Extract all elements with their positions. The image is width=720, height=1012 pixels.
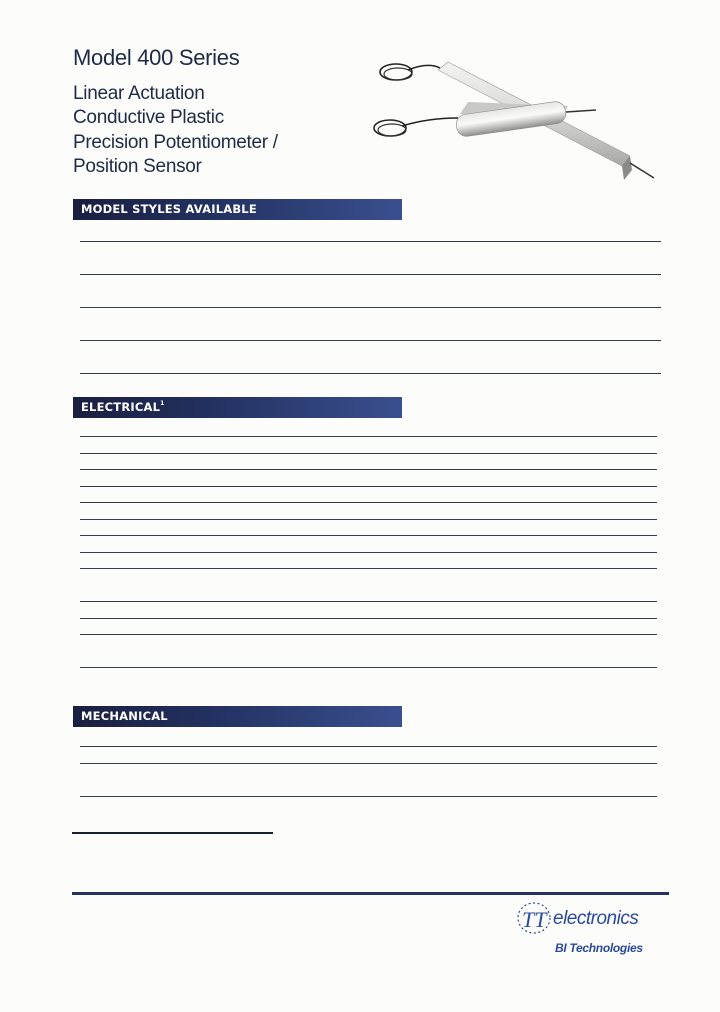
subtitle-line: Position Sensor bbox=[73, 155, 202, 177]
divider bbox=[80, 601, 657, 602]
logo-brand: electronics bbox=[553, 908, 639, 929]
divider bbox=[80, 274, 661, 275]
footnote-rule bbox=[72, 832, 273, 834]
section-header-model-styles bbox=[73, 199, 402, 220]
divider bbox=[80, 436, 657, 437]
footer-bar bbox=[72, 892, 669, 895]
subtitle-line: Linear Actuation bbox=[73, 83, 205, 104]
divider bbox=[80, 634, 657, 635]
divider bbox=[80, 618, 657, 619]
section-header-mechanical bbox=[73, 706, 402, 727]
divider bbox=[80, 486, 657, 487]
divider bbox=[80, 519, 657, 520]
page-title: Model 400 Series bbox=[73, 45, 240, 70]
divider bbox=[80, 241, 661, 242]
divider bbox=[80, 746, 657, 747]
divider bbox=[80, 340, 661, 341]
svg-text:TT: TT bbox=[522, 907, 547, 932]
section-label: ELECTRICAL bbox=[81, 400, 161, 414]
section-header-electrical bbox=[73, 397, 402, 418]
divider bbox=[80, 502, 657, 503]
divider bbox=[80, 453, 657, 454]
product-subtitle bbox=[73, 82, 278, 179]
divider bbox=[80, 667, 657, 668]
divider bbox=[80, 796, 657, 797]
section-label: MODEL STYLES AVAILABLE bbox=[81, 202, 257, 216]
divider bbox=[80, 552, 657, 553]
divider bbox=[80, 568, 657, 569]
section-label: MECHANICAL bbox=[81, 709, 168, 723]
footnote-mark: 1 bbox=[160, 400, 165, 407]
divider bbox=[80, 763, 657, 764]
subtitle-line: Precision Potentiometer / bbox=[73, 131, 278, 153]
product-photo bbox=[368, 48, 668, 198]
logo-division: BI Technologies bbox=[555, 941, 643, 955]
divider bbox=[80, 307, 661, 308]
divider bbox=[80, 469, 657, 470]
subtitle-line: Conductive Plastic bbox=[73, 107, 224, 129]
divider bbox=[80, 373, 661, 374]
divider bbox=[80, 535, 657, 536]
